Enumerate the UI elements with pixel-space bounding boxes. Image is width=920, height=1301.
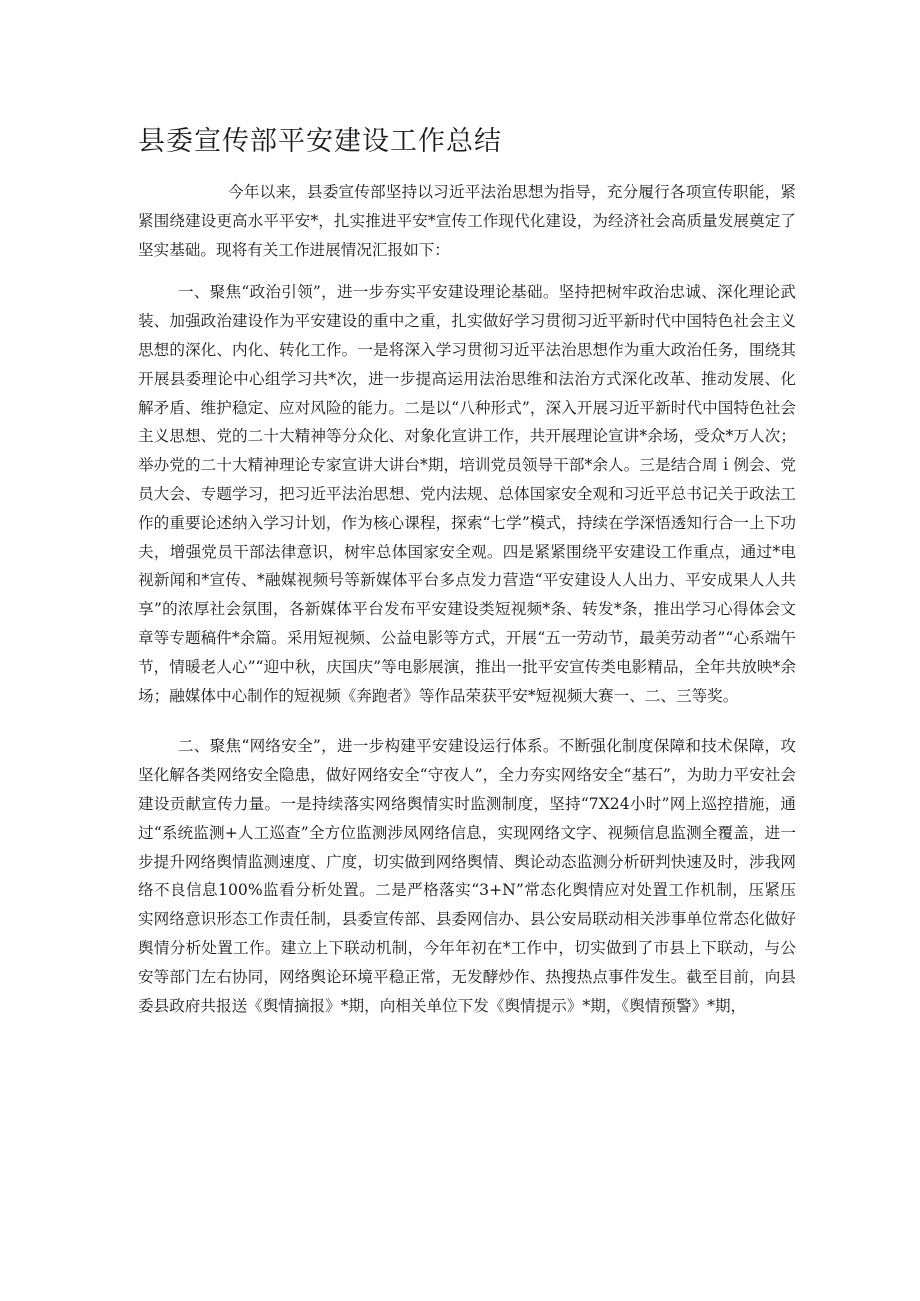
section-two-paragraph: 二、聚焦“网络安全”，进一步构建平安建设运行体系。不断强化制度保障和技术保障，攻坚化解各类网络安全隐患，做好网络安全“守夜人”，全力夯实网络安全“基石”，为助力平安社会建设贡献宣传力量。一是持续落实网络舆情实时监测制度，坚持“7X24小时”网上巡控措施，通过“系统监测+人工巡查”全方位监测涉凤网络信息，实现网络文字、视频信息监测全覆盖，进一步提升网络舆情监测速度、广度，切实做到网络舆情、舆论动态监测分析研判快速及时，涉我网络不良信息100%监看分析处置。二是严格落实“3+N”常态化舆情应对处置工作机制，压紧压实网络意识形态工作责任制，县委宣传部、县委网信办、县公安局联动相关涉事单位常态化做好舆情分析处置工作。建立上下联动机制，今年年初在*工作中，切实做到了市县上下联动，与公安等部门左右协同，网络舆论环境平稳正常，无发酵炒作、热搜热点事件发生。截至目前，向县委县政府共报送《舆情摘报》*期，向相关单位下发《舆情提示》*期，《舆情预警》*期， — [138, 737, 796, 1015]
section-one-paragraph: 一、聚焦“政治引领”，进一步夯实平安建设理论基础。坚持把树牢政治忠诚、深化理论武装、加强政治建设作为平安建设的重中之重，扎实做好学习贯彻习近平新时代中国特色社会主义思想的深化、内化、转化工作。一是将深入学习贯彻习近平法治思想作为重大政治任务，围绕其开展县委理论中心组学习共*次，进一步提高运用法治思维和法治方式深化改革、推动发展、化解矛盾、维护稳定、应对风险的能力。二是以“八种形式”，深入开展习近平新时代中国特色社会主义思想、党的二十大精神等分众化、对象化宣讲工作，共开展理论宣讲*余场，受众*万人次；举办党的二十大精神理论专家宣讲大讲台*期，培训党员领导干部*余人。三是结合周ｉ例会、党员大会、专题学习，把习近平法治思想、党内法规、总体国家安全观和习近平总书记关于政法工作的重要论述纳入学习计划，作为核心课程，探索“七学”模式，持续在学深悟透知行合一上下功夫，增强党员干部法律意识，树牢总体国家安全观。四是紧紧围绕平安建设工作重点，通过*电视新闻和*宣传、*融媒视频号等新媒体平台多点发力营造“平安建设人人出力、平安成果人人共享”的浓厚社会氛围，各新媒体平台发布平安建设类短视频*条、转发*条，推出学习心得体会文章等专题稿件*余篇。采用短视频、公益电影等方式，开展“五一劳动节，最美劳动者”“心系端午节，情暖老人心”“迎中秋，庆国庆”等电影展演，推出一批平安宣传类电影精品，全年共放映*余场；融媒体中心制作的短视频《奔跑者》等作品荣获平安*短视频大赛一、二、三等奖。 — [138, 283, 796, 705]
document-body — [138, 178, 796, 1020]
intro-paragraph: 今年以来，县委宣传部坚持以习近平法治思想为指导，充分履行各项宣传职能，紧紧围绕建设更高水平平安*，扎实推进平安*宣传工作现代化建设，为经济社会高质量发展奠定了坚实基础。现将有关工作进展情况汇报如下： — [138, 183, 796, 259]
document-title: 县委宣传部平安建设工作总结 — [138, 126, 502, 157]
